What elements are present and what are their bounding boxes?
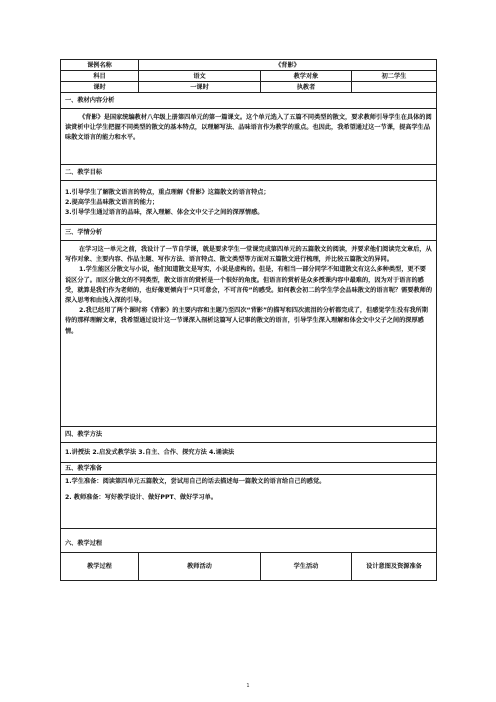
students-paragraph: 2.我已经用了两个课时将《背影》的主要内容和主题乃至四次“背影”的描写和四次流泪的分析都完成了，但感觉学生没有我所期待的那样理解文章，我希望通过设计这一节课深入剖析这篇写人记事的散文的语言，引导学生深入理解和体会文中父子之间的深厚感情。 [65,307,428,335]
lesson-plan-table [60,59,437,581]
methods-title-row [61,427,437,443]
goals-body-row [61,181,437,225]
process-header-row [61,553,437,581]
analysis-title: 一、教材内容分析 [61,93,437,109]
methods-text: 1.讲授法 2.启发式教学法 3.自主、合作、探究方法 4.诵读法 [61,443,437,463]
process-col-intent: 设计意图及资源准备 [352,553,437,581]
goals-title-row [61,165,437,181]
process-title-row [61,529,437,553]
process-col-student: 学生活动 [261,553,352,581]
page-number: 1 [246,683,250,689]
students-body-row [61,241,437,427]
prep-item: 2. 教师准备：写好教学设计、做好PPT、做好学习单。 [65,494,218,502]
process-col-teacher: 教师活动 [139,553,261,581]
goal-item: 3.引导学生通过语言的品味，深入理解、体会文中父子之间的深厚情感。 [65,209,264,217]
prep-body-row [61,475,437,529]
subject-value: 语文 [139,71,261,82]
students-title-row [61,225,437,241]
teacher-value [352,82,437,93]
prep-title: 五、教学准备 [61,463,437,475]
goal-item: 2.提高学生品味散文语言的能力； [65,199,159,207]
hours-row [61,82,437,93]
students-paragraph: 1.学生能区分散文与小说，他们知道散文是写实，小说是虚构的。但是，有相当一部分同学不知道散文有这么多种类型，更不要说区分了。而区分散文的不同类型，散文语言的赏析是一个很好的角度。但语言的赏析是众多授课内容中最难的，因为对于语言的感受，就算是我们作为老师的，也好像更倾向于“只可意会，不可言传”的感受。如何教会初二的学生学会品味散文的语言呢？需要教师的深入思考和由浅入深的引导。 [65,266,433,305]
subject-row [61,71,437,82]
analysis-body-row [61,109,437,165]
methods-title: 四、教学方法 [61,427,437,443]
prep-title-row [61,463,437,475]
process-title: 六、教学过程 [61,529,437,553]
course-name-value: 《背影》 [139,60,437,71]
goals-title: 二、教学目标 [61,165,437,181]
course-name-label: 课例名称 [61,60,139,71]
analysis-text: 《背影》是国家统编教材八年级上册第四单元的第一篇课文。这个单元选入了五篇不同类型的散文，要求教师引导学生在具体的阅读赏析中让学生把握不同类型的散文的基本特点，以理解写法、品味语言作为教学的重点。也因此，我希望通过这一节课，提高学生品味散文语言的能力和水平。 [65,114,432,142]
methods-body-row [61,443,437,463]
target-label: 教学对象 [261,71,352,82]
teacher-label: 执教者 [261,82,352,93]
analysis-title-row [61,93,437,109]
hours-label: 课时 [61,82,139,93]
students-paragraph: 在学习这一单元之前，我设计了一节自学课，就是要求学生一堂课完成第四单元的五篇散文的阅读，并要求他们阅读完文章后，从写作对象、主要内容、作品主题、写作方法、语言特点、散文类型等方面对五篇散文进行梳理，并比较五篇散文的异同。 [65,246,432,264]
course-name-row [61,60,437,71]
students-title: 三、学情分析 [61,225,437,241]
hours-value: 一课时 [139,82,261,93]
target-value: 初二学生 [352,71,437,82]
prep-item: 1.学生准备：阅读第四单元五篇散文，尝试用自己的话去描述每一篇散文的语言给自己的感觉。 [65,478,326,485]
subject-label: 科目 [61,71,139,82]
process-col-stage: 教学过程 [61,553,139,581]
goal-item: 1.引导学生了解散文语言的特点，重点理解《背影》这篇散文的语言特点； [65,189,270,196]
